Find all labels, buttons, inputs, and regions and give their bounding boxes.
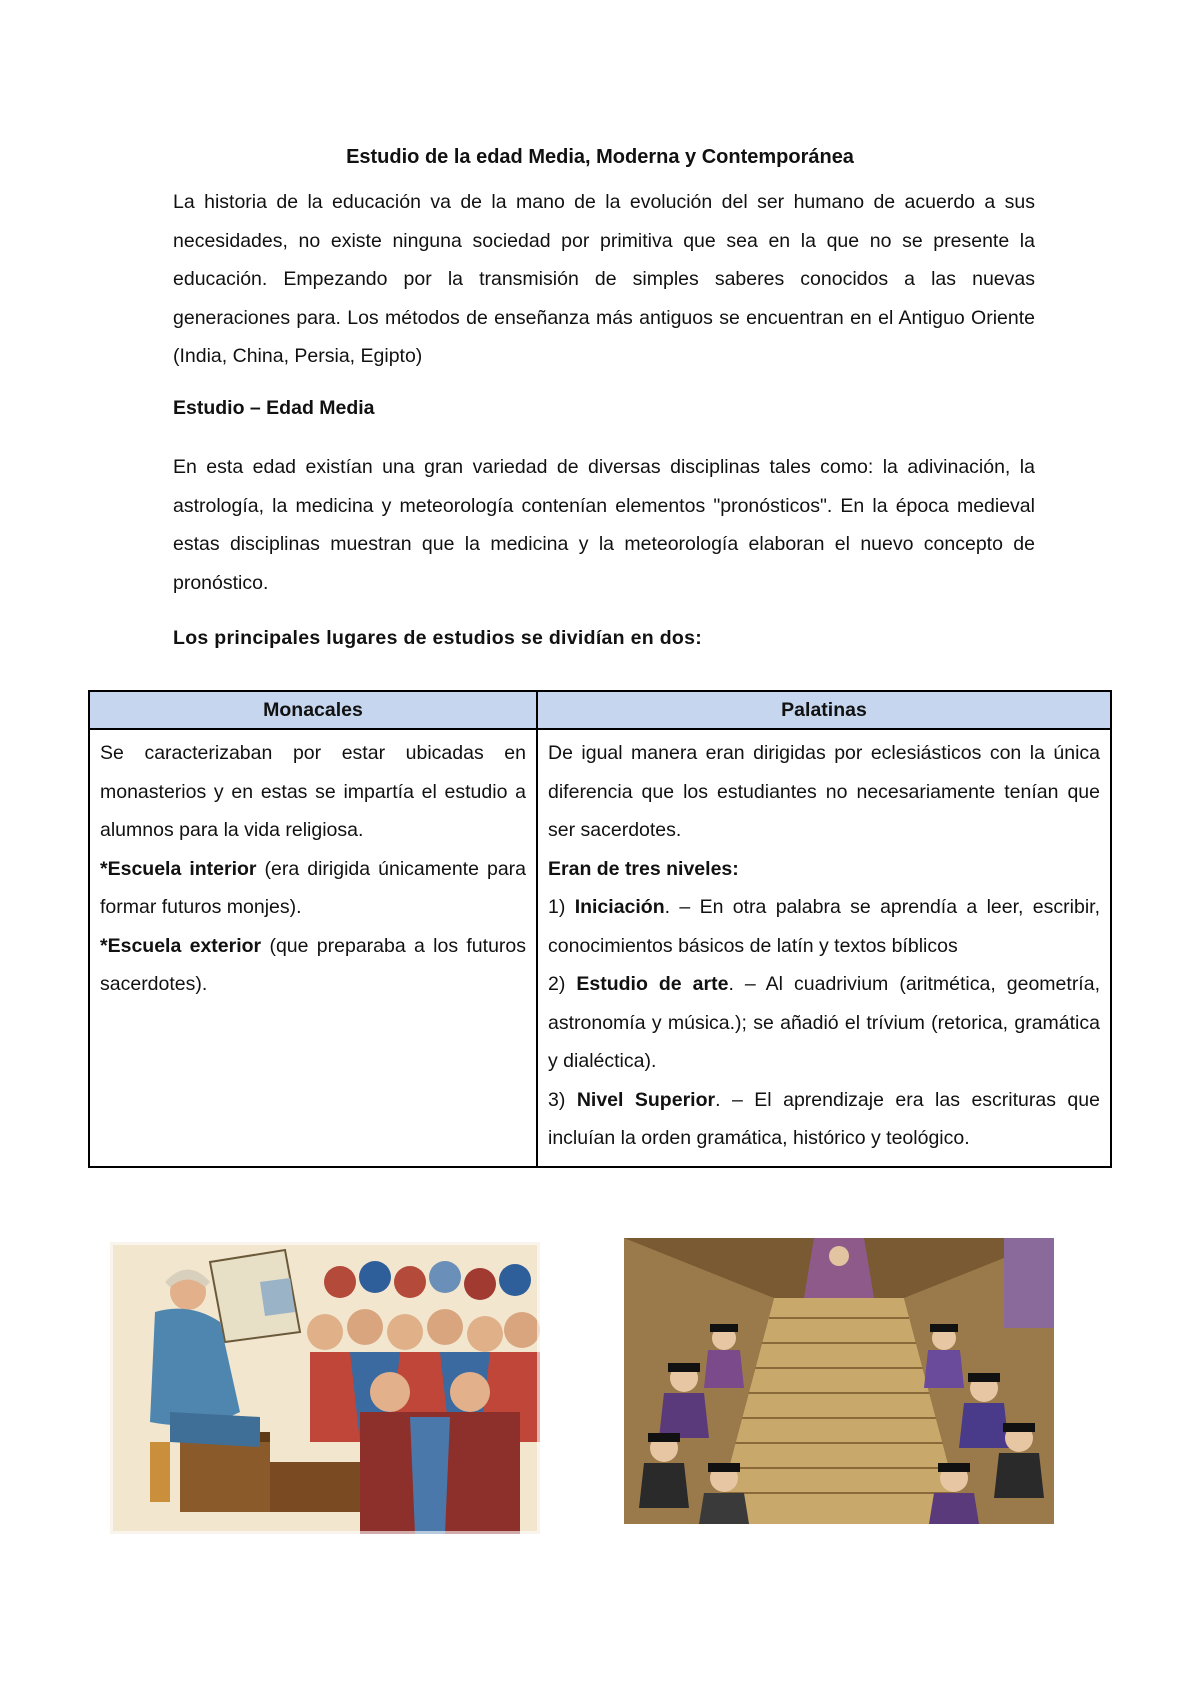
level-3-text: . – El aprendizaje era las escrituras que incluían la orden gramática, histórico y teológico. xyxy=(548,1088,1100,1149)
palatinas-description: De igual manera eran dirigidas por eclesiásticos con la única diferencia que los estudiantes no necesariamente tenían que ser sacerdotes. xyxy=(548,742,1100,841)
places-heading: Los principales lugares de estudios se dividían en dos: xyxy=(173,627,703,649)
section-heading: Estudio – Edad Media xyxy=(173,397,375,419)
page-title: Estudio de la edad Media, Moderna y Contemporánea xyxy=(346,146,854,168)
escuela-exterior xyxy=(100,927,526,1004)
medieval-university-image xyxy=(624,1238,1054,1524)
escuela-interior-label: *Escuela interior xyxy=(100,857,257,880)
table-row xyxy=(89,729,1111,1167)
level-2-number: 2) xyxy=(548,973,577,995)
escuela-exterior-text: (que preparaba a los futuros sacerdotes). xyxy=(100,934,527,995)
level-2 xyxy=(548,965,1100,1081)
header-palatinas: Palatinas xyxy=(537,691,1111,729)
level-3 xyxy=(548,1081,1100,1158)
palatinas-cell xyxy=(537,729,1111,1167)
level-1-text: . – En otra palabra se aprendía a leer, escribir, conocimientos básicos de latín y textos bíblicos xyxy=(548,896,1100,957)
intro-paragraph: La historia de la educación va de la mano de la evolución del ser humano de acuerdo a sus necesidades, no existe ninguna sociedad por primitiva que sea en la que no se presente la educación. Empezando por la transmisión de simples saberes conocidos a las nuevas generaciones para. Los métodos de enseñanza más antiguos se encuentran en el Antiguo Oriente (India, China, Persia, Egipto) xyxy=(173,191,1035,367)
monacales-description: Se caracterizaban por estar ubicadas en monasterios y en estas se impartía el estudio a alumnos para la vida religiosa. xyxy=(100,742,526,841)
section-paragraph: En esta edad existían una gran variedad de diversas disciplinas tales como: la adivinación, la astrología, la medicina y meteorología contenían elementos "pronósticos". En la época medieval estas disciplinas muestran que la medicina y la meteorología elaboran el nuevo concepto de pronóstico. xyxy=(173,456,1035,594)
level-1-label: Iniciación xyxy=(574,896,665,918)
level-1 xyxy=(548,888,1100,965)
level-3-number: 3) xyxy=(548,1088,577,1111)
header-monacales: Monacales xyxy=(89,691,537,729)
levels-heading xyxy=(548,850,1100,889)
monacales-cell xyxy=(89,729,537,1167)
escuela-exterior-label: *Escuela exterior xyxy=(100,934,262,957)
comparison-table xyxy=(88,690,1112,1168)
level-3-label: Nivel Superior xyxy=(576,1088,716,1111)
level-1-number: 1) xyxy=(548,896,575,918)
level-2-label: Estudio de arte xyxy=(576,973,729,995)
medieval-teacher-illustration xyxy=(110,1242,540,1534)
levels-heading-text: Eran de tres niveles: xyxy=(548,857,739,880)
escuela-interior-text: (era dirigida únicamente para formar futuros monjes). xyxy=(100,857,527,918)
level-2-text: . – Al cuadrivium (aritmética, geometría, astronomía y música.); se añadió el trívium (retorica, gramática y dialéctica). xyxy=(548,973,1100,1072)
medieval-university-illustration xyxy=(624,1238,1054,1524)
table-header-row xyxy=(89,691,1111,729)
medieval-teacher-image xyxy=(110,1242,540,1534)
escuela-interior xyxy=(100,850,526,927)
